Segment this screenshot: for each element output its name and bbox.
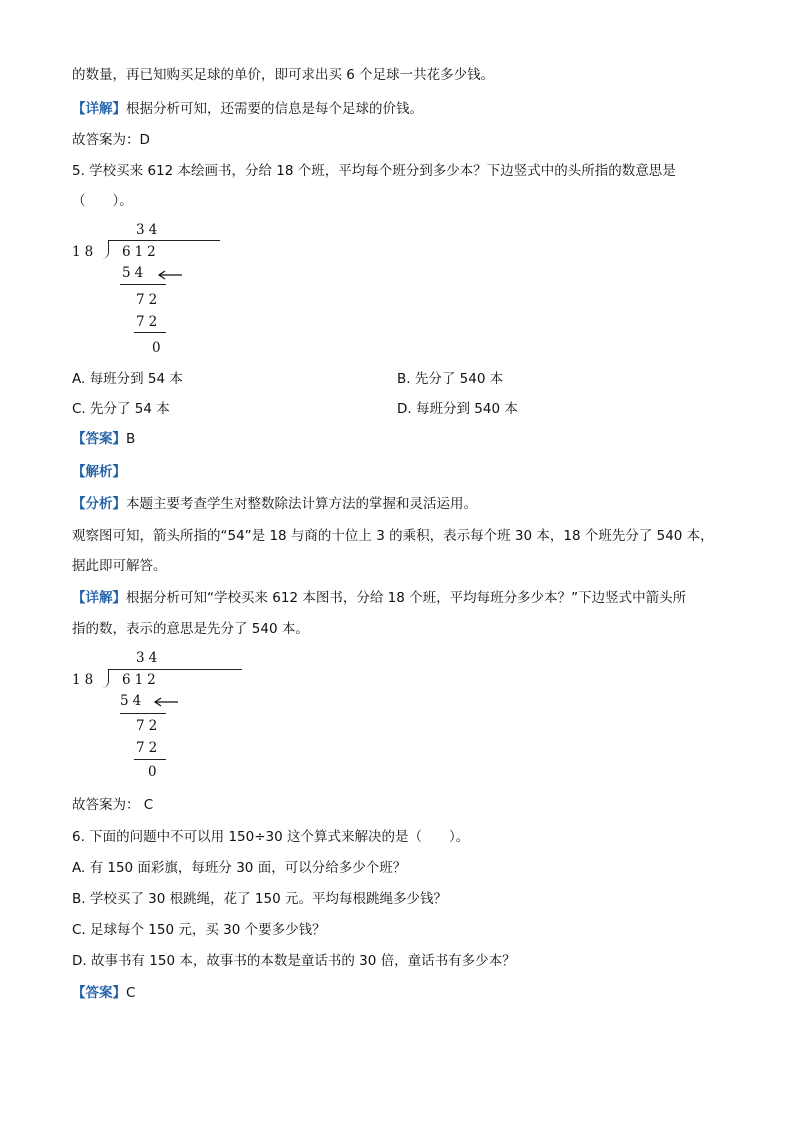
text-line: 的数量，再已知购买足球的单价，即可求出买 6 个足球一共花多少钱。 bbox=[72, 67, 495, 83]
answer-line: 故答案为：D bbox=[72, 132, 150, 148]
detail-line-2: 指的数，表示的意思是先分了 540 本。 bbox=[72, 621, 309, 637]
answer-line: 故答案为： C bbox=[72, 797, 154, 813]
answer-6 bbox=[72, 984, 135, 1002]
partial-product: 54 bbox=[122, 265, 148, 281]
q6-option-c: C. 足球每个 150 元，买 30 个要多少钱？ bbox=[72, 922, 326, 938]
divisor: 18 bbox=[72, 672, 98, 688]
question-5-stem: 5. 学校买来 612 本绘画书，分给 18 个班，平均每个班分到多少本？下边竖式中的头所指的数意思是 bbox=[72, 163, 676, 179]
analysis-text: 本题主要考查学生对整数除法计算方法的掌握和灵活运用。 bbox=[126, 496, 477, 512]
partial-product: 72 bbox=[136, 314, 162, 330]
remainder-step: 72 bbox=[136, 292, 162, 308]
quotient: 34 bbox=[136, 650, 162, 666]
q6-option-d: D. 故事书有 150 本，故事书的本数是童话书的 30 倍，童话书有多少本？ bbox=[72, 953, 516, 969]
analysis-tag: 【分析】 bbox=[72, 496, 126, 512]
q6-option-b: B. 学校买了 30 根跳绳，花了 150 元。平均每根跳绳多少钱？ bbox=[72, 891, 447, 907]
analysis-line bbox=[72, 495, 477, 513]
long-division-1 bbox=[72, 220, 212, 360]
answer-tag: 【答案】 bbox=[72, 431, 126, 447]
observation-line-1: 观察图可知，箭头所指的“54”是 18 与商的十位上 3 的乘积，表示每个班 30 本，18 个班先分了 540 本， bbox=[72, 528, 714, 544]
arrow-left-icon bbox=[154, 697, 180, 707]
partial-product: 72 bbox=[136, 740, 162, 756]
detail-line-1 bbox=[72, 589, 686, 607]
remainder-step: 72 bbox=[136, 718, 162, 734]
detail-tag: 【详解】 bbox=[72, 101, 126, 117]
remainder: 0 bbox=[152, 340, 165, 356]
option-b: B. 先分了 540 本 bbox=[397, 371, 504, 387]
answer-tag: 【答案】 bbox=[72, 985, 126, 1001]
partial-product: 54 bbox=[120, 693, 146, 709]
answer-value: C bbox=[126, 985, 136, 1001]
detail-text: 根据分析可知，还需要的信息是每个足球的价钱。 bbox=[126, 101, 423, 117]
remainder: 0 bbox=[148, 764, 161, 780]
detail-text: 根据分析可知“学校买来 612 本图书，分给 18 个班，平均每班分多少本？”下边竖式中箭头所 bbox=[126, 590, 687, 606]
jiexi-tag bbox=[72, 463, 126, 481]
question-6-stem: 6. 下面的问题中不可以用 150÷30 这个算式来解决的是（ ）。 bbox=[72, 829, 470, 845]
option-c: C. 先分了 54 本 bbox=[72, 401, 170, 417]
option-d: D. 每班分到 540 本 bbox=[397, 401, 518, 417]
quotient: 34 bbox=[136, 222, 162, 238]
dividend: 612 bbox=[122, 672, 160, 688]
detail-tag: 【详解】 bbox=[72, 590, 126, 606]
arrow-left-icon bbox=[158, 270, 184, 280]
divisor: 18 bbox=[72, 244, 98, 260]
option-a: A. 每班分到 54 本 bbox=[72, 371, 183, 387]
dividend: 612 bbox=[122, 244, 160, 260]
detail-line bbox=[72, 100, 423, 118]
observation-line-2: 据此即可解答。 bbox=[72, 558, 167, 574]
jiexi-label: 【解析】 bbox=[72, 464, 126, 480]
answer-value: B bbox=[126, 431, 136, 447]
answer-5 bbox=[72, 430, 135, 448]
question-5-blank: （ ）。 bbox=[72, 193, 133, 209]
q6-option-a: A. 有 150 面彩旗，每班分 30 面，可以分给多少个班？ bbox=[72, 860, 407, 876]
long-division-2 bbox=[72, 648, 212, 788]
